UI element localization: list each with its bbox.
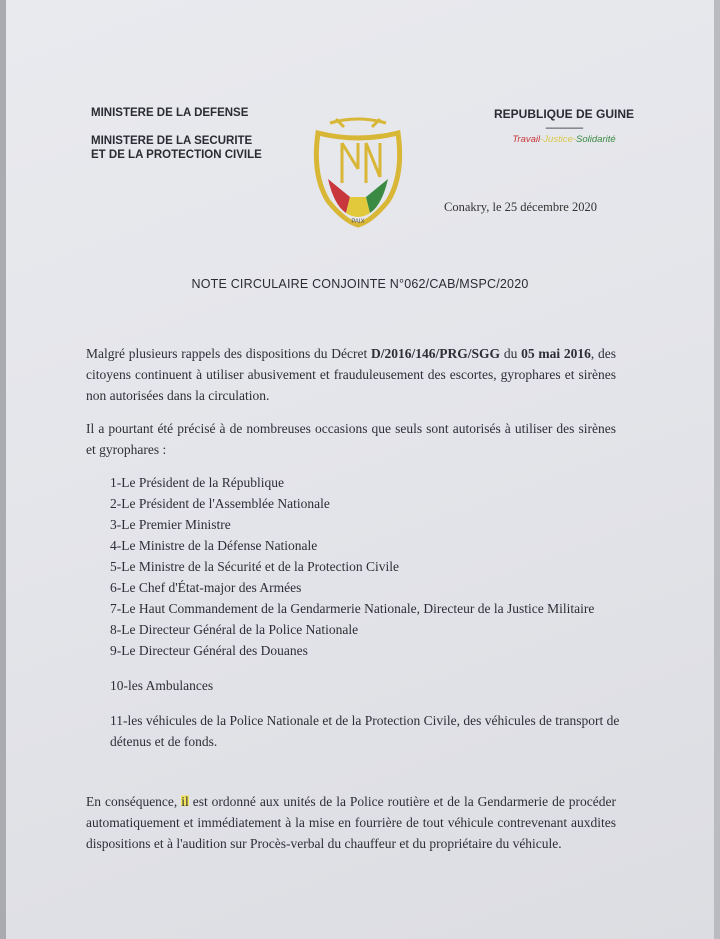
list-item: 9-Le Directeur Général des Douanes bbox=[110, 643, 308, 658]
ministry-security-line1: MINISTERE DE LA SECURITE bbox=[91, 135, 253, 147]
list-item: 1-Le Président de la République bbox=[110, 475, 284, 490]
motto-solidarite: Solidarité bbox=[576, 134, 616, 145]
guinea-coat-of-arms-emblem bbox=[306, 113, 410, 229]
national-motto bbox=[486, 134, 642, 145]
motto-travail: Travail bbox=[512, 134, 541, 145]
document-page bbox=[6, 0, 714, 939]
authorized-list bbox=[110, 472, 630, 752]
paragraph-consequence: En conséquence, il est ordonné aux unités de la Police routière et de la Gendarmerie de procéder automatiquement et immédiatement à la mise en fourrière de tout véhicule contrevenant auxdites dispositions et à l'audition sur Procès-verbal du chauffeur et du propriétaire du véhicule. bbox=[86, 794, 616, 851]
list-item: 11-les véhicules de la Police Nationale et de la Protection Civile, des véhicules de transport de détenus et de fonds. bbox=[110, 713, 620, 749]
note-title: NOTE CIRCULAIRE CONJOINTE N°062/CAB/MSPC/2020 bbox=[191, 277, 529, 291]
decree-date: 05 mai 2016 bbox=[521, 346, 591, 361]
emblem-label: PAIX bbox=[351, 219, 365, 225]
list-item: 2-Le Président de l'Assemblée Nationale bbox=[110, 496, 330, 511]
ministry-security-line2: ET DE LA PROTECTION CIVILE bbox=[91, 149, 262, 161]
list-item: 7-Le Haut Commandement de la Gendarmerie Nationale, Directeur de la Justice Militaire bbox=[110, 601, 595, 616]
paragraph-intro: Malgré plusieurs rappels des dispositions du Décret D/2016/146/PRG/SGG du 05 mai 2016, des citoyens continuent à utiliser abusivement et frauduleusement des escortes, gyrophares et sirènes non autorisées dans la circulation. bbox=[86, 346, 617, 403]
list-item: 3-Le Premier Ministre bbox=[110, 517, 231, 532]
document-date: Conakry, le 25 décembre 2020 bbox=[444, 200, 597, 214]
list-item: 4-Le Ministre de la Défense Nationale bbox=[110, 538, 318, 553]
list-item: 5-Le Ministre de la Sécurité et de la Protection Civile bbox=[110, 559, 400, 574]
decree-number: D/2016/146/PRG/SGG bbox=[371, 346, 501, 361]
ministry-defense: MINISTERE DE LA DEFENSE bbox=[91, 107, 249, 119]
motto-justice: -Justice- bbox=[540, 134, 577, 145]
ministry-header bbox=[91, 106, 262, 162]
republic-divider: ---------------- bbox=[545, 123, 583, 134]
highlighted-word: il bbox=[181, 794, 189, 809]
list-item: 6-Le Chef d'État-major des Armées bbox=[110, 580, 302, 595]
republic-title: REPUBLIQUE DE GUINE bbox=[493, 107, 634, 121]
paragraph-authorized: Il a pourtant été précisé à de nombreuses occasions que seuls sont autorisés à utiliser des sirènes et gyrophares : bbox=[86, 421, 616, 457]
list-item: 10-les Ambulances bbox=[110, 678, 214, 693]
republic-header bbox=[486, 107, 642, 145]
list-item: 8-Le Directeur Général de la Police Nationale bbox=[110, 622, 359, 637]
